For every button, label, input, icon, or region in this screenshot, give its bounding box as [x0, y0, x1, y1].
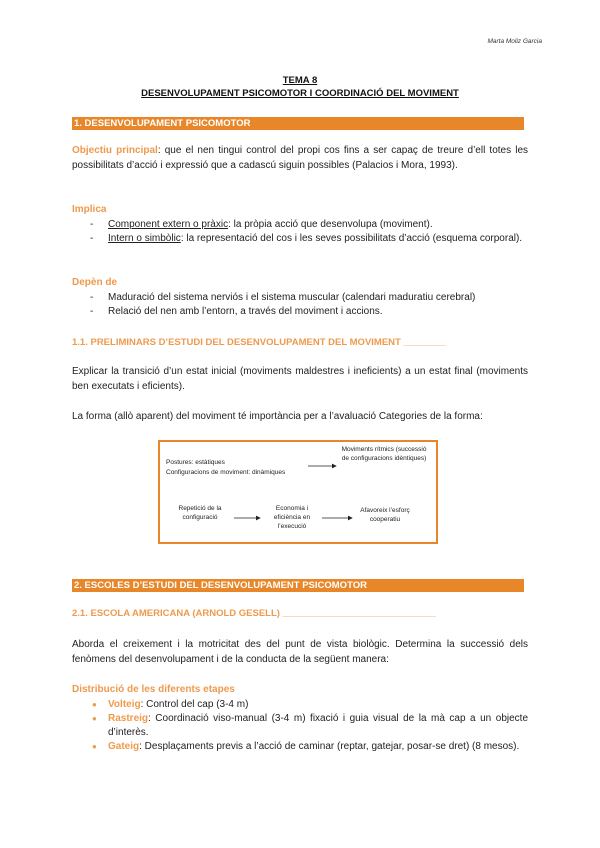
distribucio-heading: Distribució de les diferents etapes — [72, 684, 235, 695]
repeticio-label: Repetició de la configuració — [178, 505, 222, 521]
afavoreix-label: Afavoreix l’esforç cooperatiu — [360, 507, 410, 523]
implica-list — [90, 218, 528, 246]
topic-number: TEMA 8 — [282, 75, 318, 86]
depen-list — [90, 291, 528, 319]
form-paragraph: La forma (allò aparent) del moviment té importància per a l’avaluació Categories de la forma: — [72, 411, 483, 422]
economia-label: Economia i eficiència en l’execució — [273, 505, 311, 530]
list-item: - Maduració del sistema nerviós i el sistema muscular (calendari maduratiu cerebral) — [90, 291, 528, 305]
objective-label: Objectiu principal — [72, 145, 158, 156]
list-item: - Relació del nen amb l’entorn, a través del moviment i accions. — [90, 305, 528, 319]
moviments-ritmics-label: Moviments rítmics (successió de configuracions idèntiques) — [341, 446, 427, 462]
stages-list — [90, 698, 528, 754]
section-1-heading: 1. DESENVOLUPAMENT PSICOMOTOR — [72, 117, 524, 130]
gesell-paragraph: Aborda el creixement i la motricitat des del punt de vista biològic. Determina la successió dels fenòmens del desenvolupament i de la conducta de la següent manera: — [72, 639, 528, 665]
postures-label: Postures: estàtiques — [166, 459, 225, 466]
author-name: Marta Moliz Garcia — [487, 38, 542, 45]
depen-heading: Depèn de — [72, 277, 118, 288]
list-item: - Component extern o pràxic: la pròpia acció que desenvolupa (moviment). — [90, 218, 528, 232]
transition-paragraph: Explicar la transició d’un estat inicial (moviments maldestres i ineficients) a un estat final (moviments ben executats i eficients). — [72, 366, 528, 392]
implica-heading: Implica — [72, 204, 107, 215]
list-item: ● Rastreig: Coordinació viso-manual (3-4 m) fixació i guia visual de la mà cap a un objecte d’interès. — [90, 712, 528, 740]
section-2-heading: 2. ESCOLES D’ESTUDI DEL DESENVOLUPAMENT PSICOMOTOR — [72, 579, 524, 592]
objective-paragraph — [72, 143, 528, 173]
list-item: ● Volteig: Control del cap (3-4 m) — [90, 698, 528, 712]
list-item: ● Gateig: Desplaçaments previs a l’acció de caminar (reptar, gatejar, posar-se dret) (8 mesos). — [90, 740, 528, 754]
configuracions-label: Configuracions de moviment: dinàmiques — [166, 469, 286, 476]
section-1-1-heading: 1.1. PRELIMINARS D’ESTUDI DEL DESENVOLUPAMENT DEL MOVIMENT ________ — [72, 337, 446, 348]
movement-form-diagram — [158, 440, 438, 544]
objective-text: : que el nen tingui control del propi cos fins a ser capaç de treure d’ell totes les possibilitats d’acció i expressió que a cadascú siguin possibles (Palacios i Mora, 1993). — [72, 145, 529, 171]
list-item: - Intern o simbòlic: la representació del cos i les seves possibilitats d’acció (esquema corporal). — [90, 232, 528, 246]
section-2-1-heading: 2.1. ESCOLA AMERICANA (ARNOLD GESELL) _____________________________ — [72, 608, 436, 619]
document-title: DESENVOLUPAMENT PSICOMOTOR I COORDINACIÓ DEL MOVIMENT — [141, 88, 459, 99]
